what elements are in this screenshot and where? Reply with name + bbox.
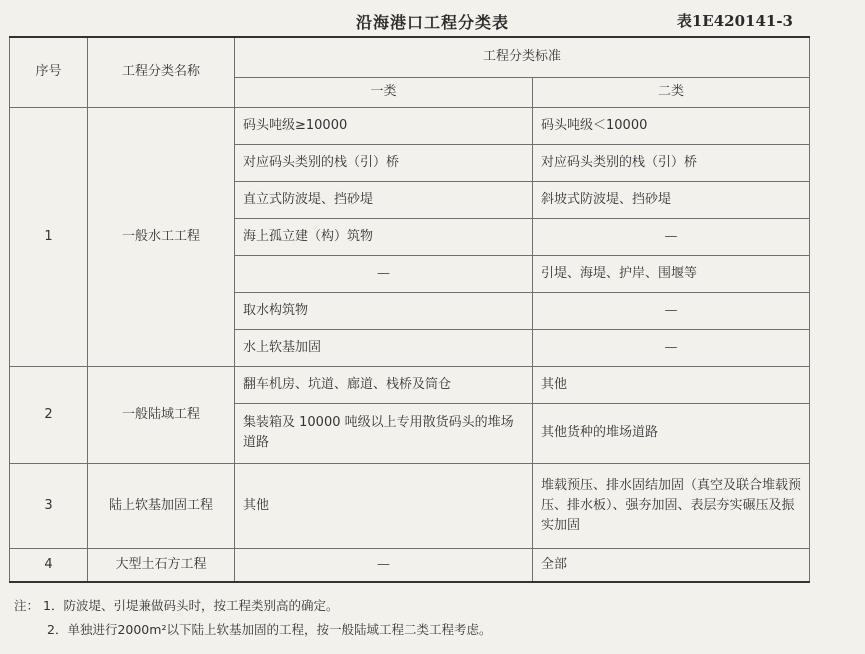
note-prefix: 注： (14, 598, 40, 613)
class-2-cell: 对应码头类别的栈（引）桥 (533, 144, 810, 181)
group-seq: 4 (10, 548, 88, 582)
note-2-text: 2．单独进行2000m²以下陆上软基加固的工程，按一般陆域工程二类工程考虑。 (47, 622, 492, 637)
table-row (10, 107, 810, 144)
table-notes (14, 594, 491, 642)
class-2-cell: 其他货种的堆场道路 (533, 403, 810, 463)
class-1-cell: 码头吨级≥10000 (235, 107, 533, 144)
classification-table (9, 36, 810, 583)
class-2-cell: — (533, 329, 810, 366)
class-2-cell: 码头吨级＜10000 (533, 107, 810, 144)
class-1-cell: 翻车机房、坑道、廊道、栈桥及筒仓 (235, 366, 533, 403)
class-2-cell: 全部 (533, 548, 810, 582)
class-2-cell: 堆载预压、排水固结加固（真空及联合堆载预压、排水板）、强夯加固、表层夯实碾压及振实加固 (533, 463, 810, 548)
class-1-cell: 取水构筑物 (235, 292, 533, 329)
class-2-cell: 其他 (533, 366, 810, 403)
group-seq: 3 (10, 463, 88, 548)
class-1-cell: 其他 (235, 463, 533, 548)
class-1-cell: 集装箱及 10000 吨级以上专用散货码头的堆场道路 (235, 403, 533, 463)
class-1-cell: 对应码头类别的栈（引）桥 (235, 144, 533, 181)
note-1 (14, 594, 491, 618)
group-name: 大型土石方工程 (88, 548, 235, 582)
table-number: 表1E420141-3 (676, 12, 793, 30)
note-1-text: 1．防波堤、引堤兼做码头时，按工程类别高的确定。 (43, 598, 339, 613)
table-row (10, 548, 810, 582)
class-2-cell: 斜坡式防波堤、挡砂堤 (533, 181, 810, 218)
table-row (10, 463, 810, 548)
class-2-cell: — (533, 292, 810, 329)
header-class-1: 一类 (235, 77, 533, 107)
header-class-2: 二类 (533, 77, 810, 107)
group-seq: 1 (10, 107, 88, 366)
header-name: 工程分类名称 (88, 37, 235, 107)
class-1-cell: 水上软基加固 (235, 329, 533, 366)
group-name: 一般陆域工程 (88, 366, 235, 463)
header-seq: 序号 (10, 37, 88, 107)
class-2-cell: 引堤、海堤、护岸、围堰等 (533, 255, 810, 292)
table-title: 沿海港口工程分类表 (355, 13, 509, 32)
class-1-cell: 海上孤立建（构）筑物 (235, 218, 533, 255)
class-1-cell: 直立式防波堤、挡砂堤 (235, 181, 533, 218)
group-name: 陆上软基加固工程 (88, 463, 235, 548)
table-row (10, 366, 810, 403)
table-header (0, 4, 865, 34)
note-2 (14, 618, 491, 642)
class-1-cell: — (235, 548, 533, 582)
header-standard: 工程分类标准 (235, 37, 810, 77)
group-name: 一般水工工程 (88, 107, 235, 366)
group-seq: 2 (10, 366, 88, 463)
class-1-cell: — (235, 255, 533, 292)
class-2-cell: — (533, 218, 810, 255)
